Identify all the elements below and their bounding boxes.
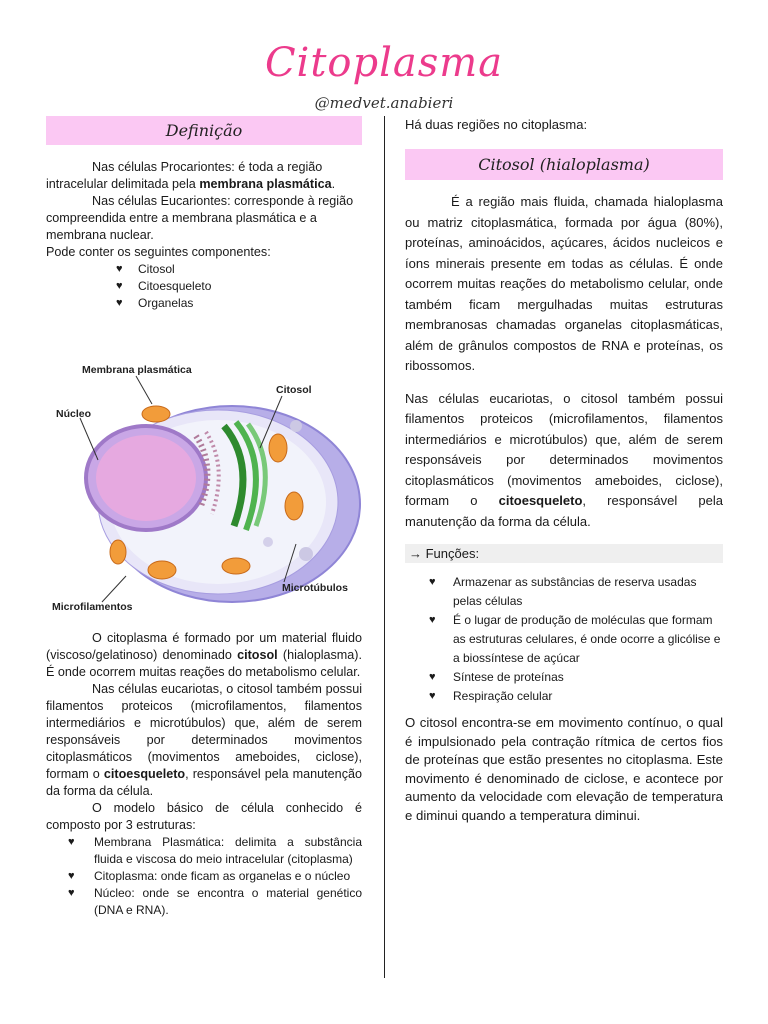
heart-bullet-icon: ♥ bbox=[429, 576, 436, 588]
list-item: ♥ É o lugar de produção de moléculas que formam as estruturas celulares, é onde ocorre a glicólise e a biossíntese de açúcar bbox=[429, 613, 721, 665]
paragraph-citosol-def: É a região mais fluida, chamada hialoplasma ou matriz citoplasmática, formada por água (80%), proteínas, aminoácidos, açúcares, ácidos nucleicos e íons minerais presente em todas as células. É onde ocorrem muitas reações do metabolismo celular, onde também ficam mergulhadas muitas estruturas membranosas chamadas organelas citoplasmáticas, além de grânulos compostos de RNA e proteínas, os ribossomos. bbox=[405, 194, 723, 373]
label-citosol: Citosol bbox=[276, 384, 312, 396]
paragraph-modelo: O modelo básico de célula conhecido é composto por 3 estruturas: bbox=[46, 801, 362, 832]
list-item: ♥ Membrana Plasmática: delimita a substância fluida e viscosa do meio intracelular (citoplasma) bbox=[68, 835, 362, 866]
label-microtubulos: Microtúbulos bbox=[282, 582, 348, 594]
left-column bbox=[46, 116, 362, 312]
cell-illustration bbox=[46, 356, 364, 616]
components-list bbox=[116, 261, 362, 312]
regions-intro: Há duas regiões no citoplasma: bbox=[405, 117, 588, 132]
page-title: Citoplasma bbox=[264, 40, 504, 86]
heart-bullet-icon: ♥ bbox=[429, 690, 436, 702]
heart-bullet-icon: ♥ bbox=[68, 887, 75, 899]
heart-bullet-icon: ♥ bbox=[429, 614, 436, 626]
definition-procariontes: Nas células Procariontes: é toda a região intracelular delimitada pela membrana plasmática. bbox=[46, 160, 336, 191]
list-item: ♥ Organelas bbox=[116, 296, 194, 310]
structures-list bbox=[68, 834, 362, 919]
list-item: ♥ Síntese de proteínas bbox=[429, 668, 723, 687]
heart-bullet-icon: ♥ bbox=[68, 870, 75, 882]
citosol-header: Citosol (hialoplasma) bbox=[405, 149, 723, 180]
components-intro: Pode conter os seguintes componentes: bbox=[46, 245, 271, 259]
paragraph-citosol: O citoplasma é formado por um material fluido (viscoso/gelatinoso) denominado citosol (hialoplasma). É onde ocorrem muitas reações do metabolismo celular. bbox=[46, 631, 362, 679]
list-item: ♥ Respiração celular bbox=[429, 687, 723, 706]
list-item: ♥ Citoplasma: onde ficam as organelas e o núcleo bbox=[68, 869, 351, 883]
left-column-lower bbox=[46, 630, 362, 919]
column-divider bbox=[384, 116, 385, 978]
heart-bullet-icon: ♥ bbox=[429, 671, 436, 683]
label-microfilamentos: Microfilamentos bbox=[52, 601, 133, 613]
author-handle: @medvet.anabieri bbox=[314, 94, 454, 112]
heart-bullet-icon: ♥ bbox=[116, 280, 123, 292]
list-item: ♥ Citoesqueleto bbox=[116, 279, 212, 293]
right-column bbox=[405, 116, 723, 825]
definition-header: Definição bbox=[46, 116, 362, 145]
definition-block bbox=[46, 159, 362, 312]
heart-bullet-icon: ♥ bbox=[116, 263, 123, 275]
definition-eucariontes: Nas células Eucariontes: corresponde à região compreendida entre a membrana plasmática e a membrana nuclear. bbox=[46, 194, 354, 242]
label-membrana: Membrana plasmática bbox=[82, 364, 192, 376]
heart-bullet-icon: ♥ bbox=[116, 297, 123, 309]
functions-header: → Funções: bbox=[405, 544, 723, 563]
list-item: ♥ Citosol bbox=[116, 262, 175, 276]
label-nucleo: Núcleo bbox=[56, 408, 92, 420]
paragraph-citosol-filamentos: Nas células eucariotas, o citosol também possui filamentos proteicos (microfilamentos, filamentos intermediários e microtúbulos) que, além de serem responsáveis por determinados movimentos citoplasmáticos (movimentos ameboides, ciclose), formam o citoesqueleto, responsável pela manutenção da forma da célula. bbox=[405, 390, 724, 529]
paragraph-eucariotas: Nas células eucariotas, o citosol também possui filamentos proteicos (microfilamentos, filamentos intermediários e microtúbulos) que, além de serem responsáveis por determinados movimentos citoplasmáticos (movimentos ameboides, ciclose), formam o citoesqueleto, responsável pela manutenção da forma da célula. bbox=[46, 682, 362, 798]
cell-diagram bbox=[46, 356, 364, 616]
list-item: ♥ Armazenar as substâncias de reserva usadas pelas células bbox=[429, 575, 697, 608]
functions-list bbox=[429, 573, 723, 706]
paragraph-ciclose: O citosol encontra-se em movimento contínuo, o qual é impulsionado pela contração rítmica de certos fios de proteínas que estão presentes no citoplasma. Este movimento é denominado de ciclose, e acontece por aumento da velocidade com elevação de temperatura e diminui quando a temperatura diminui. bbox=[405, 715, 723, 823]
list-item: ♥ Núcleo: onde se encontra o material genético (DNA e RNA). bbox=[68, 886, 362, 917]
heart-bullet-icon: ♥ bbox=[68, 836, 75, 848]
